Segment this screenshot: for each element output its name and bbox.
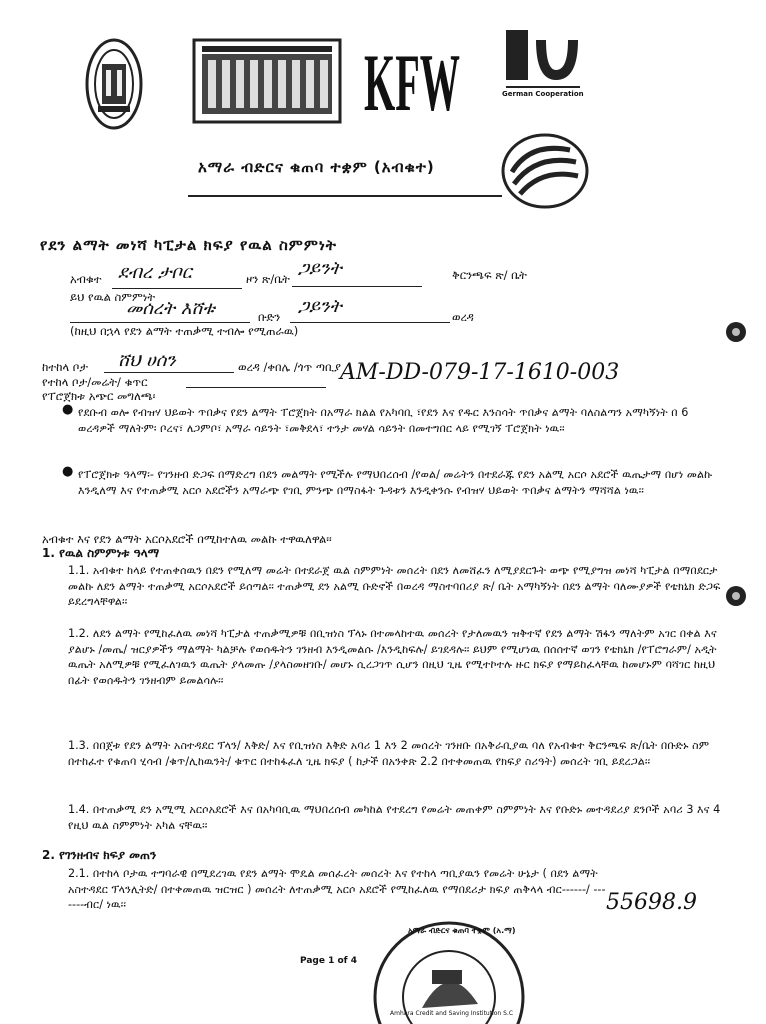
kfw-text: KFW [364,37,460,120]
summary-label: የፐሮጀክቱ አጭር መግለጫ፡ [42,389,156,403]
german-cooperation-logo [502,26,584,116]
zone-office-value: ጋይንት [298,258,342,279]
clause-1-2: 1.2. ለደን ልማት የሚከፈለዉ መነሻ ካፒታል ተጠቃሚዎቹ በቢዝነስ ፕላኑ በተመላከተዉ መሰረት የታለመዉን ዝቅተኛ የደን ልማት ሽፋን ማለትም አገር በቀል እና ያልሆኑ /መጤ/ ዝርያዎችን ማልማት ካልቻሉ የወሰዱትን ገንዘብ እንዲመልሱ /እንዲከፍሉ/ ይገደዳሉ፡፡ ይህም የሚሆነዉ በሰሰተኛ ወገን የቴክኒክ /የፐሮግራም/ አዲት ዉጤት አለሚዎቹ የሚፈለገዉን ዉጤት ያላመጡ /ያላስመዘገቡ/ መሆኑ ሲረጋገጥ ሲሆን በዚህ ጊዜ የሚተኮተሉ ዙር ክፍያ የማይከፈላቸዉ ከመሆኑም ባሻገር ከዚህ በፊት የወሰዱትን ገንዘብም ይመልሳሉ፡፡ [68,627,717,687]
bullet-icon: ● [62,402,74,417]
location-suffix: ወረዳ /ቀበሌ /ጎጥ ጣቢያ [238,360,341,374]
subbranch-label: ቅርንጫፍ ጽ/ ቤት [452,268,527,282]
organization-title: አማራ ብድርና ቁጠባ ተቋም (አብቁተ) [198,158,435,176]
group-value: ጋይንት [298,296,342,317]
kfw-logo [362,30,462,120]
clause-1-4: 1.4. በተጠቃሚ ደን አሚሚ አርሶአደሮች እና በአካባቢዉ ማህበረሰብ መካከል የተደረግ የመሬት መጠቀም ስምምነት እና የቡድኑ መተዳደሪያ ደንቦች አባሪ 3 እና 4 የዚህ ዉል ስምምነት አካል ናቸዉ፡፡ [68,803,721,832]
agreement-label: ይህ የዉል ስምምነት [70,290,156,304]
party-name-value: መሰረት እሸቱ [126,298,215,319]
beneficiary-note: (ከዚህ በኋላ የደን ልማት ተጠቃሚ ተብሎ የሚጠራዉ) [70,324,299,338]
building-logo [192,38,342,124]
acsi-swirl-logo [500,132,590,210]
page-number: Page 1 of 4 [300,956,357,966]
stamp-text-amharic: አማራ ብድርና ቁጠባ ተቋም (አ.ማ) [408,926,516,935]
section-2-heading: 2. የገንዘብና ክፍያ መጠን [42,848,157,862]
plot-number-value: AM-DD-079-17-1610-003 [340,360,620,385]
group-label: ቡድን [258,310,281,324]
total-amount-value: 55698.9 [606,890,697,915]
section-1-heading: 1. የዉል ስምምነቱ ዓላማ [42,546,160,560]
german-cooperation-text: German Cooperation [502,90,584,98]
location-label: ከተከላ ቦታ [42,360,88,374]
clause-1-3: 1.3. በበጀቱ የደን ልማት አስተዳደር ፕላን/ እቅድ/ እና የቢዝነስ እቅድ አባሪ 1 እን 2 መሰረት ገንዘቡ በአቅራቢያዉ ባለ የአብቁተ ቅርንጫፍ ጽ/ቤት በቡድኑ ስም በተከፈተ የቁጠባ ሂሳብ /ቁጥ/ሊከዉንት/ ቁጥር በተከፋፈለ ጊዜ ክፍያ ( ከታች በአንቀጽ 2.2 በተቀመጠዉ የክፍያ ስሪዓት) መሰረት ገቢ ይደረጋል፡፡ [68,739,710,768]
summary-bullet-1: የደቡብ ወሎ የብዝሃ ህይወት ጥበቃና የደን ልማት ፐሮጀክት በአማራ ክልል የአካባቢ ፣የደን እና የዱር እንስሳት ጥበቃና ልማት ባለስልጣን አማካኝነት በ 6 ወረዳዎች ማለትም፡ ቦረና፣ ለጋምቦ፣ አማራ ሳይንት ፣መቅደላ፣ ተንታ መሃል ሳይንት በመተግበር ላይ የሚገኝ ፐሮጀክት ነዉ፡፡ [78,406,689,435]
clause-2-1: 2.1. በተከላ ቦታዉ ተግባራዊ በሚደረገዉ የደን ልማት ሞዴል መሰፈረት መሰረት እና የተከላ ጣቢያዉን የመሬት ሁኔታ ( በደን ልማት አስተዳደር ፕላንሊትድ/ በተቀመጠዉ ዝርዝር ) መሰረት ለተጠቃሚ አርሶ አደሮች የሚከፈለዉ የማበደሪታ ክፍያ ጠቅላላ ብር------/ -------ብር/ ነዉ፡፡ [68,867,606,912]
woreda-label: ወረዳ [452,310,474,324]
punch-hole [726,586,746,606]
stamp-text-english: Amhara Credit and Saving Institution S.C [390,1010,514,1017]
document-title: የደን ልማት መነሻ ካፒታል ክፍያ የዉል ስምምነት [40,236,337,254]
punch-hole [726,322,746,342]
summary-bullet-2: የፐሮጀክቱ ዓላማ፡- የገንዘብ ድጋፍ በማድረግ በደን መልማት የሚችሉ የማህበረሰብ /የወል/ መሬትን በተደራጁ የደን አልሚ አርሶ አደሮች ዉጤታማ በሆነ መልኩ እንዲለማ እና የተጠቃሚ አርሶ አደሮችን አማራጭ የገቢ ምንጭ በማስፋት ጉዳቱን እንዲቀንሱ የብዝሃ ህይወት ጥበቃና ልማትን ማሻሻል ነዉ፡፡ [78,468,713,497]
company-stamp [370,918,528,1024]
location-value: ሸህ ሀሰን [118,350,176,371]
bullet-icon: ● [62,464,74,479]
clause-1-1: 1.1. አብቁተ ከላይ የተጠቀሰዉን በደን የሚለማ መሬት በተደራጀ ዉል ስምምነት መሰረት በደን ለመሸፈን ለሚያደርጉት ወጭ የሚያግዝ መነሻ ካፒታል በማበደርታ መልኩ ለደን ልማት ተጠቃሚ አርሶአደሮች ይሰጣል፡፡ ተጠቃሚ ደን አልሚ ቡድኖች በወረዳ ማስተባበሪያ ጽ/ ቤት አማካኝነት በደን ልማት ባለሙያዎች የቴክኒክ ድጋፍ ይደረግላቸዋል፡፡ [68,564,721,609]
zone-office-label: ዞን ጽ/ቤት [246,272,290,286]
plot-label: የተከላ ቦታ/መሬት/ ቁጥር [42,375,148,389]
branch-label: አብቁተ [70,272,102,286]
amhara-bureau-seal-logo [84,36,144,132]
branch-value: ደብረ ታቦር [118,262,192,283]
intro-line: አብቁተ እና የደን ልማት አርሶአደሮች በሚከተለዉ መልኩ ተዋዉለዋል፡፡ [42,532,332,546]
